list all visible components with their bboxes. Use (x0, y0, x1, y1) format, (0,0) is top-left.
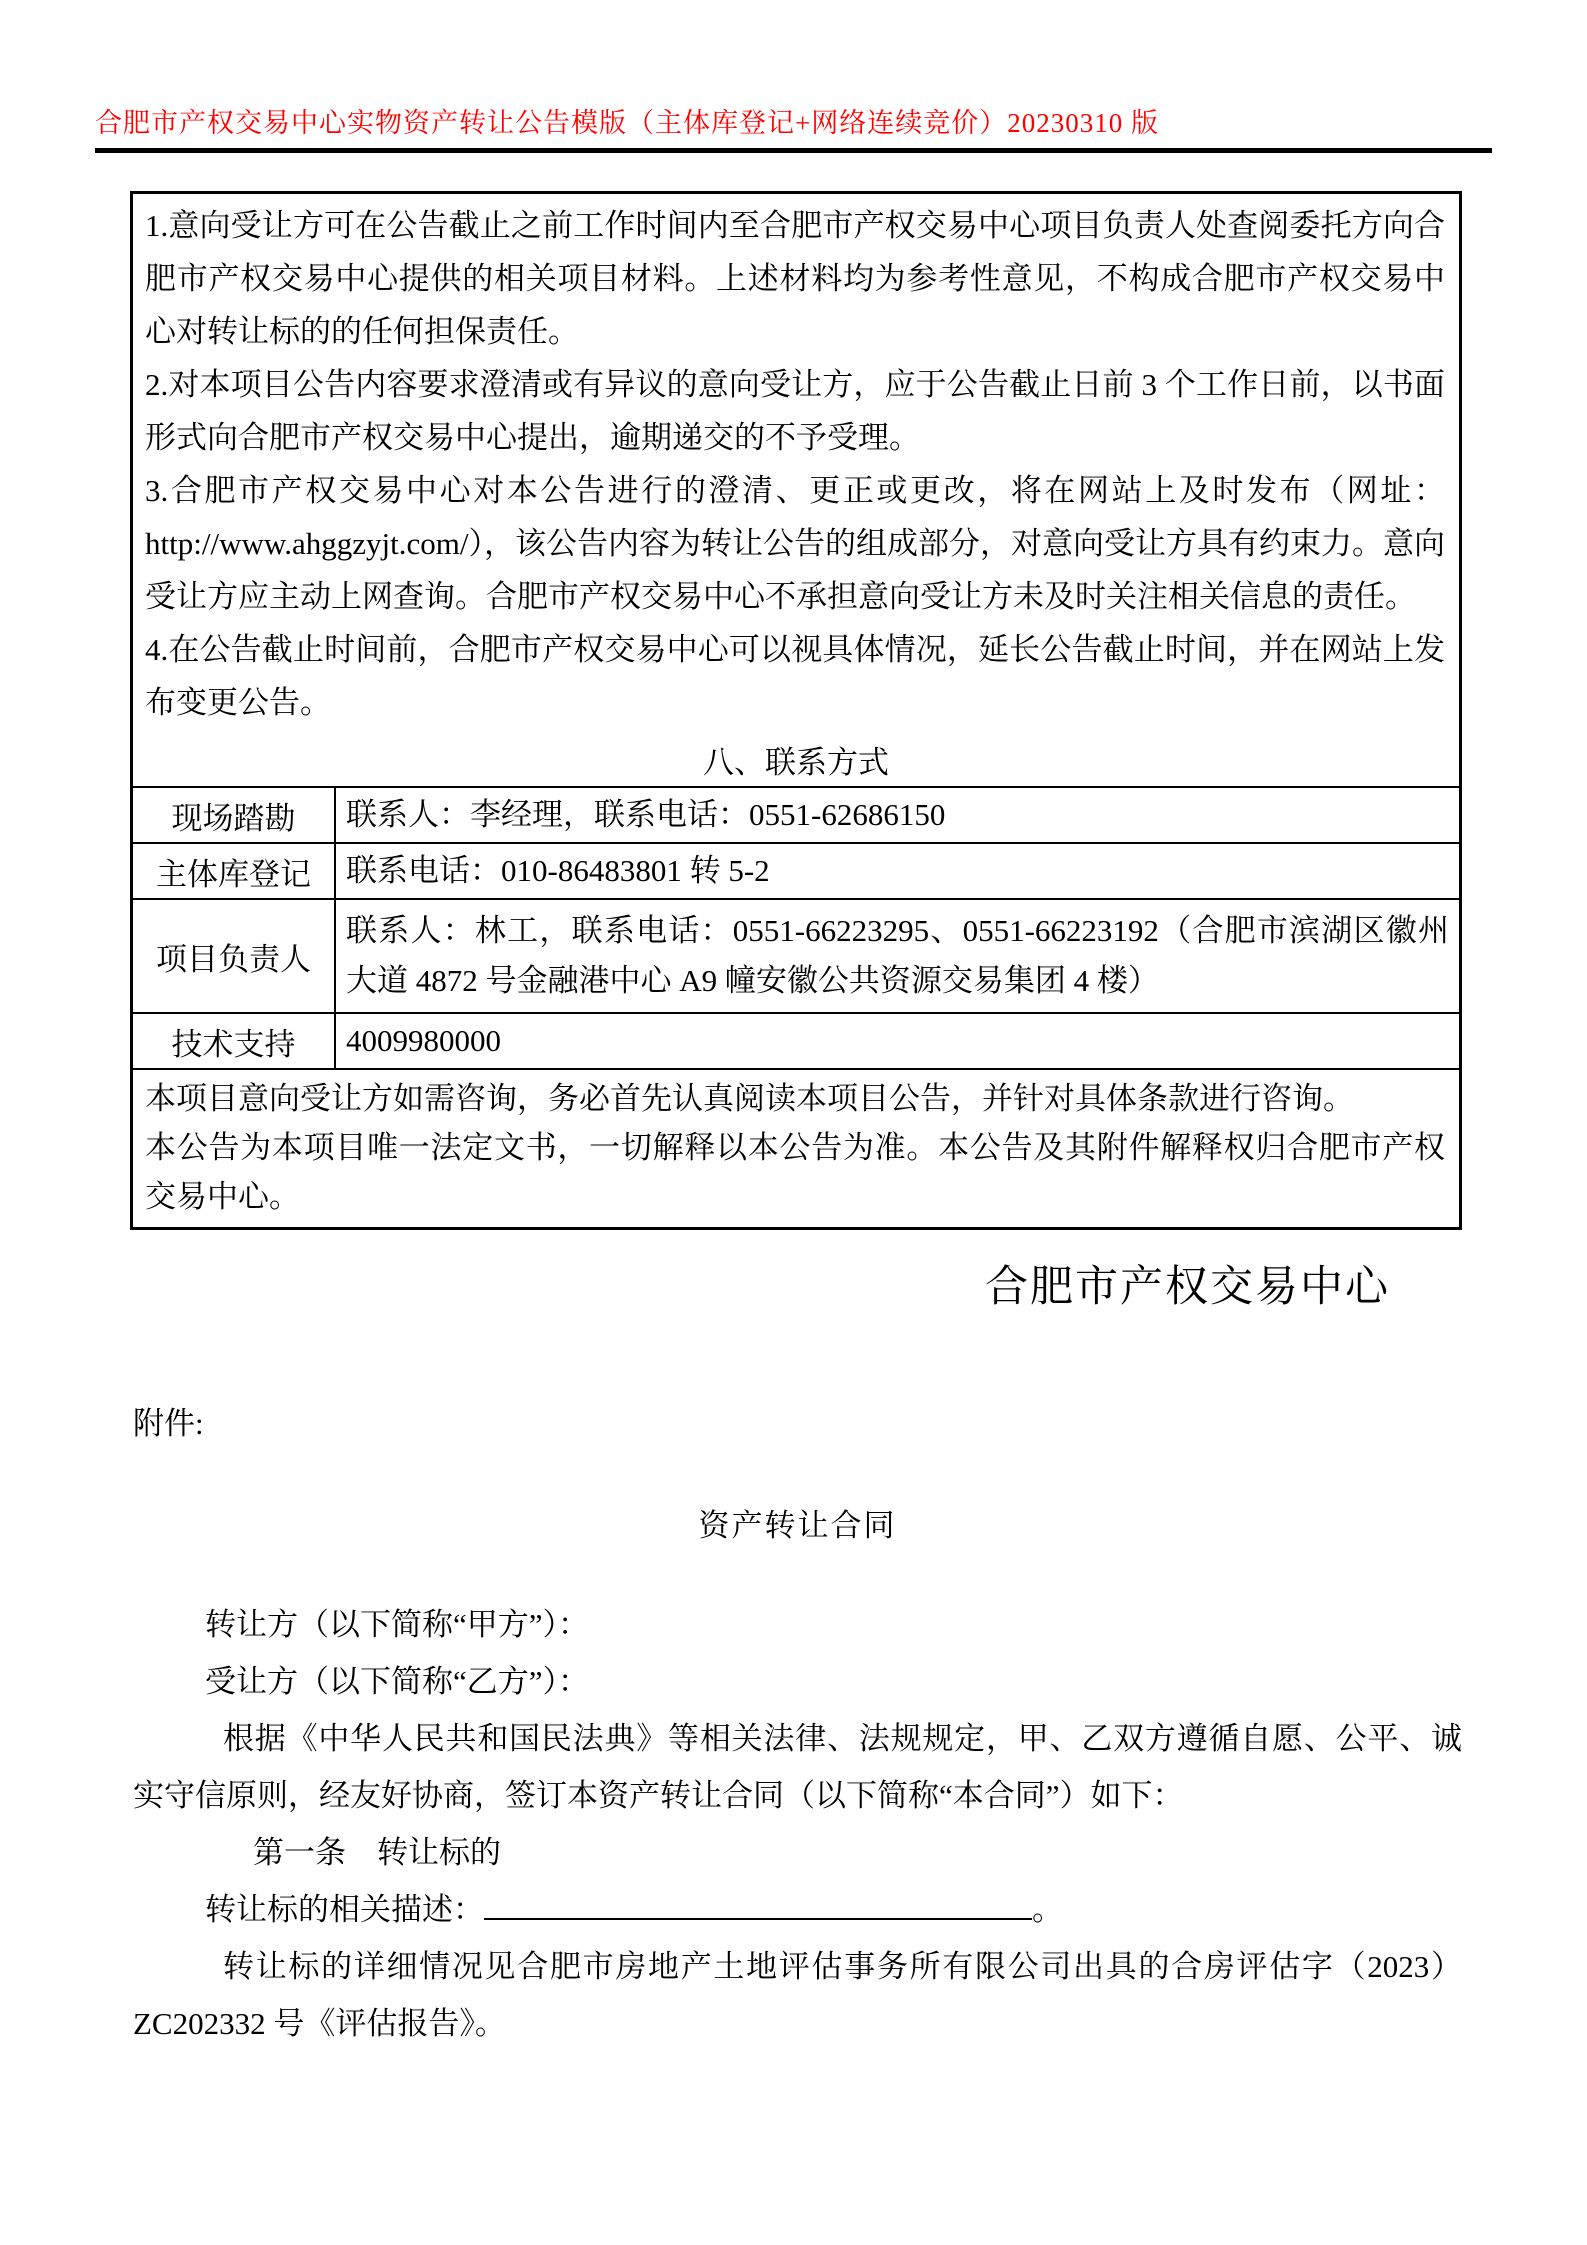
table-row (133, 787, 1459, 843)
contract-body (133, 1596, 1462, 2052)
notice-paragraph-4: 4.在公告截止时间前，合肥市产权交易中心可以视具体情况，延长公告截止时间，并在网站上发布变更公告。 (145, 632, 1445, 720)
issuer-signature: 合肥市产权交易中心 (985, 1264, 1390, 1311)
notice-paragraph-2: 2.对本项目公告内容要求澄清或有异议的意向受让方，应于公告截止日前 3 个工作日前，以书面形式向合肥市产权交易中心提出，逾期递交的不予受理。 (145, 367, 1445, 455)
contract-party-a: 转让方（以下简称“甲方”）： (205, 1607, 590, 1642)
contact-row-label: 项目负责人 (133, 899, 335, 1013)
description-label: 转让标的相关描述： (205, 1892, 484, 1927)
contact-row-value: 联系电话：010-86483801 转 5-2 (335, 843, 1459, 899)
contract-description-line (133, 1881, 1462, 1938)
table-row (133, 899, 1459, 1013)
contact-row-label: 技术支持 (133, 1013, 335, 1069)
contact-row-value: 联系人：林工，联系电话：0551-66223295、0551-66223192（合肥市滨湖区徽州大道 4872 号金融港中心 A9 幢安徽公共资源交易集团 4 楼） (335, 899, 1459, 1013)
notice-footnotes (133, 1070, 1459, 1227)
notice-paragraph-1: 1.意向受让方可在公告截止之前工作时间内至合肥市产权交易中心项目负责人处查阅委托方向合肥市产权交易中心提供的相关项目材料。上述材料均为参考性意见，不构成合肥市产权交易中心对转让标的的任何担保责任。 (145, 208, 1445, 349)
attachment-label: 附件: (133, 1406, 204, 1441)
contract-party-b: 受让方（以下简称“乙方”）： (205, 1664, 590, 1699)
contact-row-value: 4009980000 (335, 1013, 1459, 1069)
notice-paragraphs (133, 194, 1459, 732)
notice-paragraph-3: 3.合肥市产权交易中心对本公告进行的澄清、更正或更改，将在网站上及时发布（网址：http://www.ahggzyjt.com/），该公告内容为转让公告的组成部分，对意向受让方具有约束力。意向受让方应主动上网查询。合肥市产权交易中心不承担意向受让方未及时关注相关信息的责任。 (145, 473, 1445, 614)
header-divider-rule (95, 148, 1492, 153)
footnote-2: 本公告为本项目唯一法定文书，一切解释以本公告为准。本公告及其附件解释权归合肥市产权交易中心。 (145, 1130, 1445, 1214)
contact-table (133, 732, 1459, 1070)
table-row (133, 843, 1459, 899)
footnote-1: 本项目意向受让方如需咨询，务必首先认真阅读本项目公告，并针对具体条款进行咨询。 (145, 1081, 1354, 1116)
table-row (133, 1013, 1459, 1069)
description-suffix: 。 (1032, 1892, 1063, 1927)
contact-row-label: 主体库登记 (133, 843, 335, 899)
contact-row-value: 联系人：李经理，联系电话：0551-62686150 (335, 787, 1459, 843)
contract-article1-title: 第一条 转让标的 (253, 1835, 501, 1870)
document-header (95, 0, 1492, 153)
contact-section-title: 八、联系方式 (133, 732, 1459, 787)
template-header-title: 合肥市产权交易中心实物资产转让公告模版（主体库登记+网络连续竞价）20230310 版 (95, 108, 1159, 138)
contract-title: 资产转让合同 (698, 1508, 897, 1543)
contact-section-header-row (133, 732, 1459, 787)
blank-underline (484, 1886, 1032, 1920)
contact-row-label: 现场踏勘 (133, 787, 335, 843)
contract-detail: 转让标的详细情况见合肥市房地产土地评估事务所有限公司出具的合房评估字（2023）ZC202332 号《评估报告》。 (133, 1949, 1462, 2041)
notice-box (130, 191, 1462, 1230)
contract-preamble: 根据《中华人民共和国民法典》等相关法律、法规规定，甲、乙双方遵循自愿、公平、诚实守信原则，经友好协商，签订本资产转让合同（以下简称“本合同”）如下： (133, 1721, 1462, 1813)
